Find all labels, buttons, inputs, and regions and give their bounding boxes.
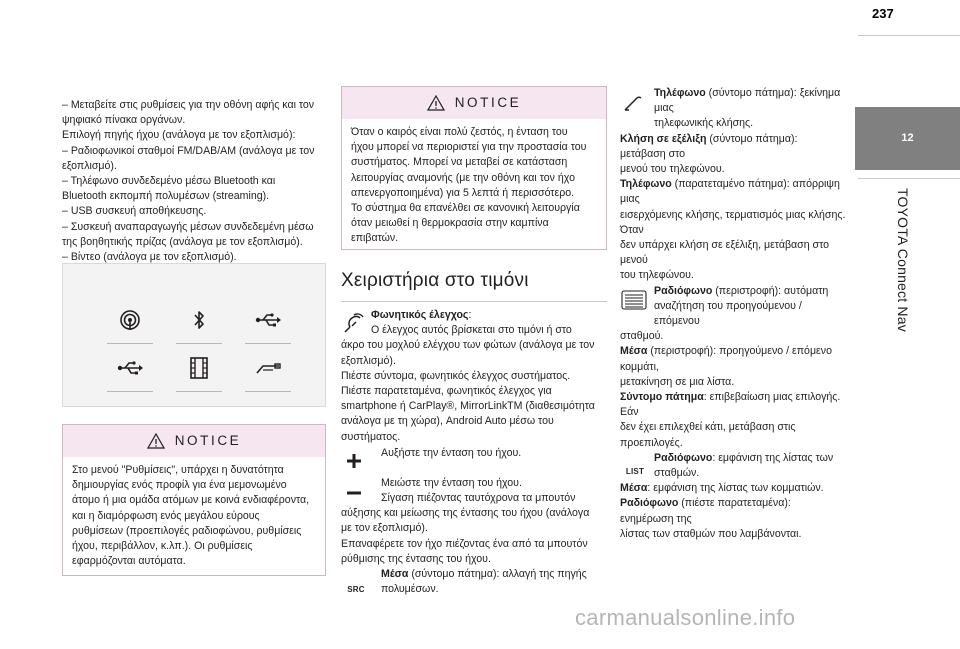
text-line: λίστας των σταθμών που λαμβάνονται. (620, 527, 802, 540)
call-in-progress-item (620, 132, 846, 178)
text-line: Πιέστε σύντομα, φωνητικός έλεγχος συστήματος. (341, 369, 571, 382)
usb-icon (107, 348, 153, 388)
chapter-tab[interactable]: 12 (855, 107, 960, 170)
text-line: του τηλεφώνου. (620, 269, 694, 282)
bluetooth-icon (176, 300, 222, 340)
divider (245, 343, 291, 344)
minus-icon (341, 480, 367, 506)
text-line: – Τηλέφωνο συνδεδεμένο μέσω Bluetooth και (62, 175, 276, 188)
chapter-title: TOYOTA Connect Nav (895, 188, 912, 332)
text-line: ψηφιακό πίνακα οργάνων. (62, 114, 186, 127)
call-label: Κλήση σε εξέλιξη (620, 132, 707, 145)
text-line: Επαναφέρετε τον ήχο πιέζοντας ένα από τα μπουτόν (341, 537, 588, 550)
usb-icon (245, 300, 291, 340)
text-line: (περιστροφή): αυτόματη (715, 284, 829, 297)
src-icon (343, 577, 369, 603)
notice-box-profiles (62, 424, 326, 576)
notice-body (342, 119, 606, 253)
voice-control-item (341, 308, 607, 445)
text-line: δεν υπάρχει κλήση σε εξέλιξη, μετάβαση στο μενού (620, 239, 830, 267)
text-line: πολυμέσων. (381, 583, 439, 596)
media-label: Μέσα (620, 482, 648, 495)
notice-title: NOTICE (454, 95, 522, 111)
tab-divider-bottom (858, 178, 960, 179)
text-line: επιβατών. (351, 232, 399, 245)
text-line: – Συσκευή αναπαραγωγής μέσων συνδεδεμένη μέσω (62, 220, 314, 233)
radio-label: Ραδιόφωνο (654, 284, 713, 297)
text-line: μετακίνηση σε μια λίστα. (620, 375, 735, 388)
text-line: Επιλογή πηγής ήχου (ανάλογα με τον εξοπλισμό): (62, 129, 296, 142)
radio-long-item (620, 496, 846, 542)
phone-icon (620, 90, 646, 116)
phone-long-item (620, 177, 846, 283)
watermark: carmanualsonline.info (575, 605, 796, 630)
voice-colon: : (468, 309, 472, 321)
radio-label: Ραδιόφωνο (654, 451, 713, 464)
radio-icon (107, 300, 153, 340)
volume-up-item (341, 446, 607, 476)
text-line: – Ραδιοφωνικοί σταθμοί FM/DAB/AM (ανάλογα με τον (62, 144, 315, 157)
text-line: εξοπλισμό). (62, 159, 117, 172)
divider (107, 343, 153, 344)
warning-icon (147, 433, 165, 449)
text-line: εξοπλισμό). (341, 354, 396, 367)
text-line: : εμφάνιση της λίστας των κομματιών. (647, 482, 824, 495)
text-line: Ο έλεγχος αυτός βρίσκεται στο τιμόνι ή στο (371, 324, 572, 337)
text-line: συστήματος. Μπορεί να μεταβεί σε κατάσταση (351, 156, 568, 169)
list-icon (620, 459, 650, 485)
video-icon (176, 348, 222, 388)
text-line: (σύντομο πάτημα): μετάβαση στο (620, 132, 798, 160)
notice-title: NOTICE (174, 433, 242, 449)
text-line: – USB συσκευή αποθήκευσης. (62, 205, 207, 218)
src-label: Μέσα (381, 568, 409, 581)
text-line: σταθμών. (654, 467, 700, 480)
text-line: Σίγαση πιέζοντας ταυτόχρονα τα μπουτόν (381, 492, 576, 505)
text-line: – Βίντεο (ανάλογα με τον εξοπλισμό). (62, 251, 237, 264)
text-line: αύξησης και μείωσης της έντασης του ήχου (ανάλογα (341, 507, 590, 520)
text-line: ανάλογα με τη χώρα), Android Auto μέσω του (341, 415, 554, 428)
text-line: αναζήτηση του προηγούμενου / επόμενου (654, 299, 802, 328)
src-icon-text: SRC (347, 585, 365, 595)
page-number: 237 (872, 6, 894, 21)
voice-command-icon (341, 310, 367, 336)
warning-icon (427, 95, 445, 111)
phone-label: Τηλέφωνο (620, 178, 672, 191)
short-press-item (620, 390, 846, 451)
media-label: Μέσα (620, 345, 648, 358)
text-line: απενεργοποιημένα) για 5 λεπτά ή περισσότερο. (351, 186, 575, 199)
text-line: εισερχόμενης κλήσης, τερματισμός μιας κλήσης. Όταν (620, 208, 846, 236)
media-list-item (620, 481, 846, 496)
notice-box-temperature (341, 86, 607, 250)
text-line: Στο μενού "Ρυθμίσεις", υπάρχει η δυνατότητα (72, 464, 284, 476)
plus-icon (341, 448, 367, 474)
text-line: Μειώστε την ένταση του ήχου. (381, 476, 522, 489)
notice-header (342, 87, 606, 119)
text-line: μενού του τηλεφώνου. (620, 163, 725, 176)
tab-divider-top (858, 35, 960, 36)
divider (176, 343, 222, 344)
text-line: τηλεφωνικής κλήσης. (654, 117, 754, 130)
phone-label: Τηλέφωνο (654, 87, 706, 99)
text-line: λειτουργίας αναμονής (με την οθόνη και τον ήχο (351, 171, 575, 184)
text-line: Πιέστε παρατεταμένα, φωνητικός έλεγχος για (341, 385, 552, 398)
text-line: όταν μειωθεί η θερμοκρασία στην καμπίνα (351, 217, 549, 230)
text-line: ήχου μπορεί να περιοριστεί για την προστασία του (351, 141, 587, 154)
text-line: Όταν ο καιρός είναι πολύ ζεστός, η ένταση του (351, 126, 568, 138)
list-item (620, 451, 846, 481)
aux-icon (245, 348, 291, 388)
text-line: άτομο ή μια ομάδα ατόμων με κοινά ενδιαφέροντα, (72, 494, 310, 507)
text-line: δημιουργίας ενός προφίλ για ένα μεμονωμένο (72, 479, 287, 492)
radio-label: Ραδιόφωνο (620, 497, 679, 510)
media-rotate-item (620, 344, 846, 390)
text-line: δεν έχει επιλεχθεί κάτι, μετάβαση στις προεπιλογές. (620, 421, 796, 449)
text-line: (σύντομο πάτημα): ξεκίνημα μιας (654, 87, 841, 115)
divider (107, 391, 153, 392)
notice-body (63, 457, 325, 575)
text-line: Αυξήστε την ένταση του ήχου. (381, 446, 522, 459)
text-line: ήχου, περιβάλλον, κ.λπ.). Οι ρυθμίσεις (72, 540, 253, 553)
text-line: (σύντομο πάτημα): αλλαγή της πηγής (411, 568, 587, 581)
text-line: εφαρμόζονται αυτόματα. (72, 555, 186, 568)
source-icons-panel (62, 263, 326, 407)
radio-rotate-item (620, 284, 846, 345)
section-divider (341, 301, 607, 302)
divider (245, 391, 291, 392)
volume-down-item (341, 476, 607, 567)
text-line: συστήματος. (341, 430, 401, 443)
text-line: (παρατεταμένο πάτημα): απόρριψη μιας (620, 178, 840, 206)
source-item (341, 567, 607, 597)
text-line: της βοηθητικής πρίζας (ανάλογα με τον εξοπλισμό). (62, 235, 303, 248)
text-line: σταθμού. (620, 330, 664, 343)
section-title: Χειριστήρια στο τιμόνι (341, 270, 529, 291)
text-line: : εμφάνιση της λίστας των (712, 451, 834, 464)
intro-text (62, 98, 328, 265)
text-line: (περιστροφή): προηγούμενο / επόμενο κομμάτι, (620, 345, 832, 373)
phone-short-item (620, 86, 846, 132)
text-line: με τον εξοπλισμό). (341, 522, 428, 535)
steering-controls (341, 308, 607, 597)
list-icon-text: LIST (625, 467, 645, 477)
text-line: Το σύστημα θα επανέλθει σε κανονική λειτουργία (351, 202, 580, 215)
text-line: smartphone ή CarPlay®, MirrorLinkTM (διαθεσιμότητα (341, 400, 595, 413)
notice-header (63, 425, 325, 457)
text-line: άκρο του μοχλού ελέγχου των φώτων (ανάλογα με τον (341, 339, 595, 352)
thumbwheel-icon (620, 287, 648, 313)
phone-controls (620, 86, 846, 542)
text-line: (πιέστε παρατεταμένα): ενημέρωση της (620, 497, 791, 525)
voice-label: Φωνητικός έλεγχος (371, 309, 469, 321)
text-line: Bluetooth εκπομπή πολυμέσων (streaming). (62, 190, 270, 203)
text-line: : επιβεβαίωση μιας επιλογής. Εάν (620, 391, 841, 419)
short-press-label: Σύντομο πάτημα (620, 391, 704, 404)
text-line: και η διαμόρφωση ενός μεγάλου εύρους (72, 509, 260, 522)
text-line: – Μεταβείτε στις ρυθμίσεις για την οθόνη αφής και τον (62, 99, 315, 111)
text-line: ρύθμισης της έντασης του ήχου. (341, 552, 491, 565)
divider (176, 391, 222, 392)
text-line: ρυθμίσεων (προεπιλογές ραδιοφώνου, ρυθμίσεις (72, 524, 302, 537)
